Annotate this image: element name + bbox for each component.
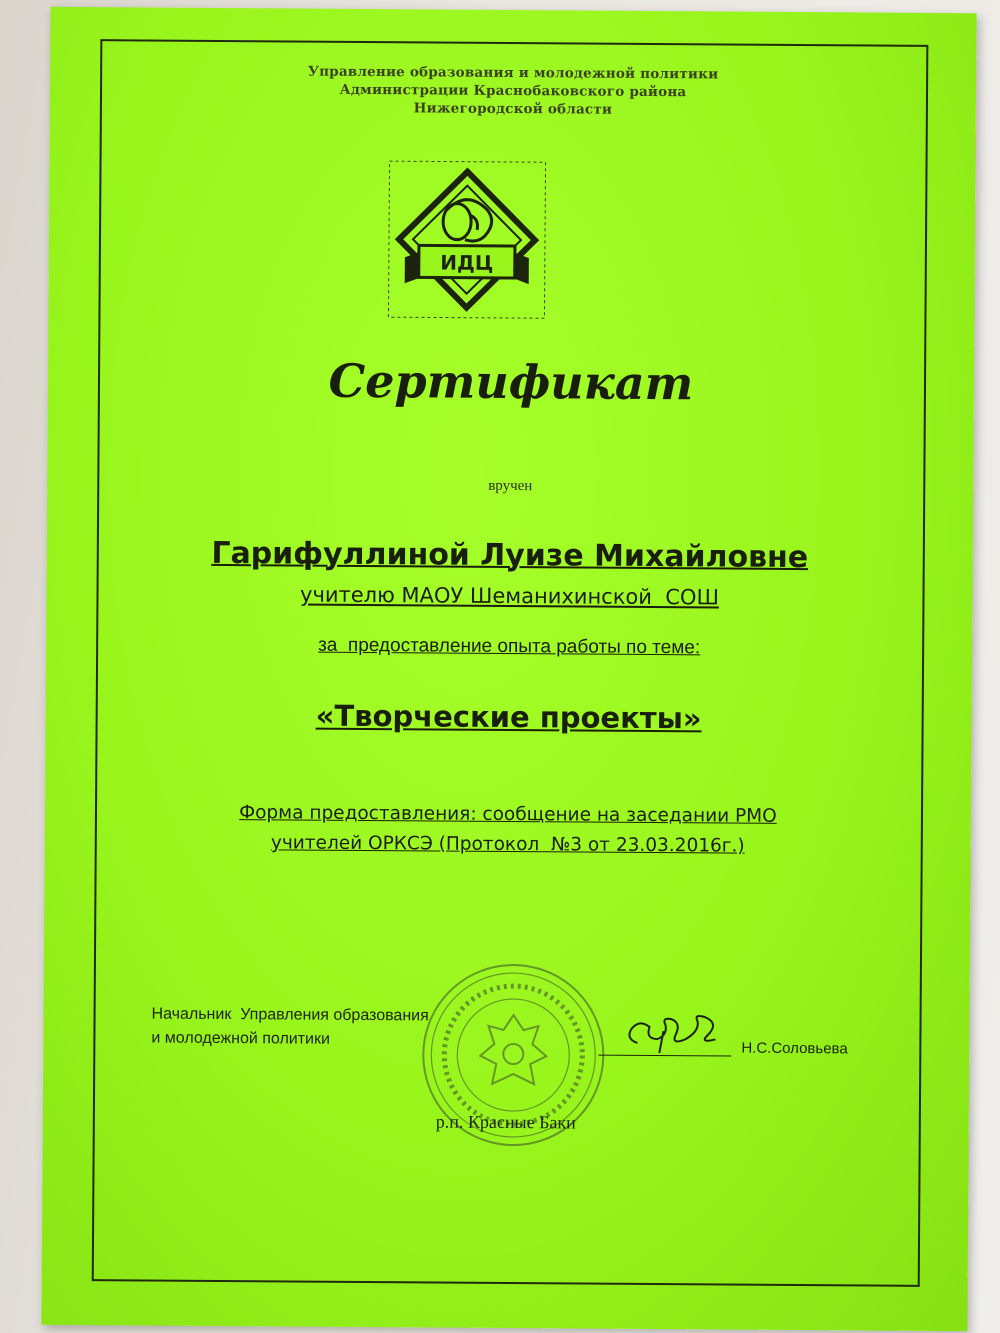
recipient-position: учителю МАОУ Шеманихинской СОШ [299, 582, 720, 610]
handwritten-signature-icon [615, 1009, 735, 1060]
topic-title: «Творческие проекты» [315, 698, 702, 736]
organization-header [50, 61, 976, 121]
awarded-label: вручен [488, 477, 533, 495]
presentation-form-line-1: Форма предоставления: сообщение на заседании РМО [239, 802, 777, 827]
signatory-title-line-2: и молодежной политики [151, 1029, 331, 1048]
organization-line-1: Управление образования и молодежной политики [307, 63, 719, 83]
signatory-title-line-1: Начальник Управления образования [151, 1005, 429, 1025]
certificate-sheet [41, 7, 976, 1331]
presentation-form-line-2: учителей ОРКСЭ (Протокол №3 от 23.03.2016г.) [270, 832, 745, 857]
signatory-name: Н.С.Соловьева [741, 1039, 848, 1058]
presentation-form [45, 797, 971, 863]
organization-line-2: Администрации Краснобаковского района [339, 81, 687, 101]
reason-text: за предоставление опыта работы по теме: [318, 634, 701, 659]
recipient-name: Гарифуллиной Луизе Михайловне [211, 535, 809, 576]
certificate-title: Сертификат [328, 353, 694, 411]
signatory-title [151, 1003, 429, 1053]
place-of-issue: р.п. Красные Баки [435, 1111, 576, 1133]
logo-text: ИДЦ [440, 250, 494, 275]
idc-diamond-logo-icon [386, 159, 547, 320]
organization-line-3: Нижегородской области [413, 100, 613, 118]
